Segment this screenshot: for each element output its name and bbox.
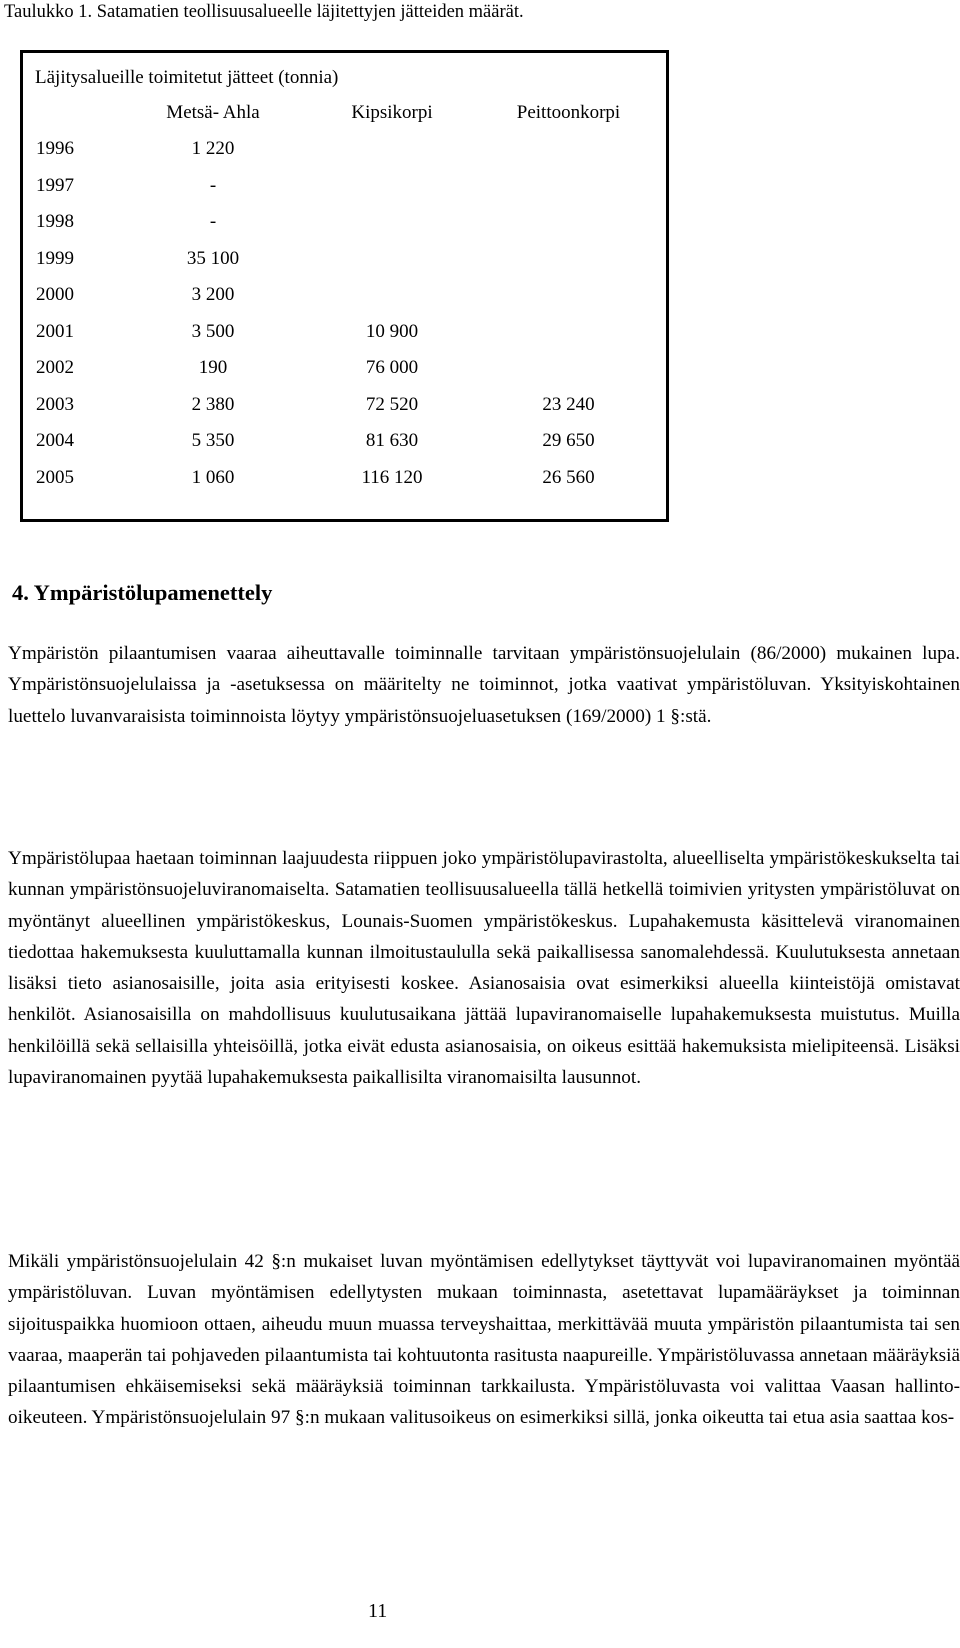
table-row-year: 2001 xyxy=(36,321,74,342)
column-header-kipsikorpi: Kipsikorpi xyxy=(351,102,433,123)
table-cell: 72 520 xyxy=(365,394,419,415)
table-caption: Taulukko 1. Satamatien teollisuusalueelle läjitettyjen jätteiden määrät. xyxy=(4,2,524,22)
table-cell: 5 350 xyxy=(191,430,235,451)
table-cell: 190 xyxy=(198,357,228,378)
table-row-year: 1997 xyxy=(36,175,74,196)
page-number: 11 xyxy=(368,1600,388,1622)
table-cell: 29 650 xyxy=(542,430,595,451)
table-row-year: 2003 xyxy=(36,394,74,415)
table-cell: 3 500 xyxy=(191,321,235,342)
table-row-year: 2004 xyxy=(36,430,74,451)
table-cell: - xyxy=(209,175,217,196)
table-cell: 1 220 xyxy=(191,138,235,159)
table-cell: 23 240 xyxy=(542,394,595,415)
table-cell: 116 120 xyxy=(361,467,423,488)
table-cell: 76 000 xyxy=(365,357,419,378)
table-row-year: 1998 xyxy=(36,211,74,232)
column-header-peittoonkorpi: Peittoonkorpi xyxy=(516,102,621,123)
table-row-year: 2005 xyxy=(36,467,74,488)
waste-table xyxy=(20,50,669,522)
table-cell: 1 060 xyxy=(191,467,235,488)
table-title: Läjitysalueille toimitetut jätteet (tonnia) xyxy=(35,67,339,88)
table-cell: 35 100 xyxy=(186,248,240,269)
table-row-year: 2000 xyxy=(36,284,74,305)
table-cell: 3 200 xyxy=(191,284,235,305)
paragraph-permit-granting: Mikäli ympäristönsuojelulain 42 §:n mukaiset luvan myöntämisen edellytykset täyttyvät voi lupaviranomainen myöntää ympäristöluvan. Luvan myöntämisen edellytysten mukaan toiminnasta, asetettavat lupamääräykset ja toiminnan sijoituspaikka huomioon ottaen, aiheudu muun muassa terveyshaittaa, merkittävää muuta ympäristön pilaantumista tai sen vaaraa, maaperän tai pohjaveden pilaantumista tai kohtuutonta rasitusta naapureille. Ympäristöluvassa annetaan määräyksiä pilaantumisen ehkäisemiseksi sekä määräyksiä toiminnan tarkkailusta. Ympäristöluvasta voi valittaa Vaasan hallinto-oikeuteen. Ympäristönsuojelulain 97 §:n mukaan valitusoikeus on esimerkiksi sillä, jonka oikeutta tai etua asia saattaa kos- xyxy=(8,1251,960,1429)
table-cell: 10 900 xyxy=(365,321,419,342)
section-heading: 4. Ympäristölupamenettely xyxy=(12,580,273,605)
table-cell: - xyxy=(209,211,217,232)
paragraph-permit-application: Ympäristölupaa haetaan toiminnan laajuudesta riippuen joko ympäristölupavirastolta, alueelliselta ympäristökeskukselta tai kunnan ympäristönsuojeluviranomaiselta. Satamatien teollisuusalueella tällä hetkellä toimivien yritysten ympäristöluvat on myöntänyt alueellinen ympäristökeskus, Lounais-Suomen ympäristökeskus. Lupahakemusta käsittelevä viranomainen tiedottaa hakemuksesta kuuluttamalla kunnan ilmoitustaululla sekä paikallisessa sanomalehdessä. Kuulutuksesta annetaan lisäksi tieto asianosaisille, joita asia erityisesti koskee. Asianosaisia ovat esimerkiksi alueella kiinteistöjä omistavat henkilöt. Asianosaisilla on mahdollisuus kuulutusaikana jättää lupaviranomaiselle lupahakemuksesta muistutus. Muilla henkilöillä sekä sellaisilla yhteisöillä, jotka eivät edusta asianosaisia, on oikeus esittää hakemuksista mielipiteensä. Lisäksi lupaviranomainen pyytää lupahakemuksesta paikallisilta viranomaisilta lausunnot. xyxy=(8,848,960,1089)
table-row-year: 1996 xyxy=(36,138,74,159)
table-cell: 26 560 xyxy=(542,467,595,488)
column-header-metsa-ahla: Metsä- Ahla xyxy=(166,102,260,123)
table-cell: 81 630 xyxy=(365,430,419,451)
table-row-year: 1999 xyxy=(36,248,74,269)
table-cell: 2 380 xyxy=(191,394,235,415)
table-row-year: 2002 xyxy=(36,357,74,378)
paragraph-permit-requirement: Ympäristön pilaantumisen vaaraa aiheuttavalle toiminnalle tarvitaan ympäristönsuojelulain (86/2000) mukainen lupa. Ympäristönsuojelulaissa ja -asetuksessa on määritelty ne toiminnot, jotka vaativat ympäristöluvan. Yksityiskohtainen luettelo luvanvaraisista toiminnoista löytyy ympäristönsuojeluasetuksen (169/2000) 1 §:stä. xyxy=(8,643,960,727)
